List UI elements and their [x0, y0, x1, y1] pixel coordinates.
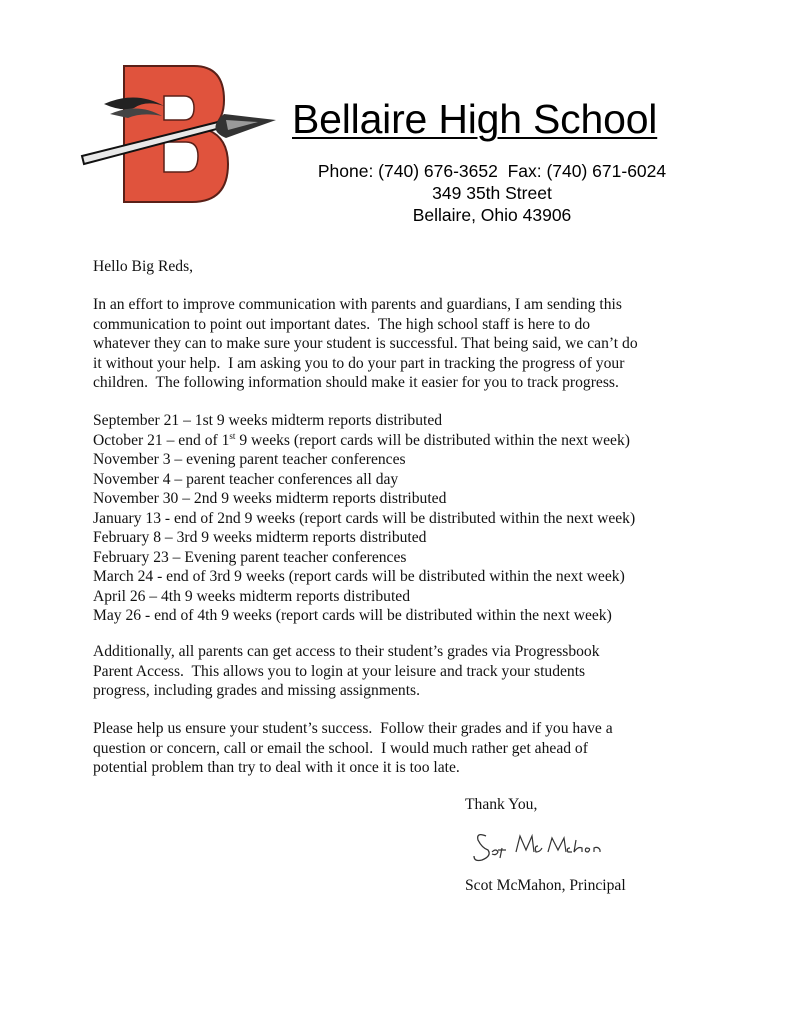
text-line: communication to point out important dates. The high school staff is here to do: [93, 315, 591, 333]
text-line: Please help us ensure your student’s success. Follow their grades and if you have a: [93, 720, 613, 737]
text-line: potential problem than try to deal with it once it is too late.: [93, 759, 460, 776]
date-item: September 21 – 1st 9 weeks midterm reports distributed: [93, 412, 443, 429]
text-line: progress, including grades and missing assignments.: [93, 682, 420, 699]
date-item: November 4 – parent teacher conferences all day: [93, 470, 399, 488]
city-state-zip: Bellaire, Ohio 43906: [412, 205, 572, 225]
date-item: March 24 - end of 3rd 9 weeks (report cards will be distributed within the next week): [93, 568, 625, 585]
greeting: Hello Big Reds,: [93, 258, 194, 275]
intro-paragraph: [93, 295, 713, 393]
date-item: February 8 – 3rd 9 weeks midterm reports distributed: [93, 529, 427, 546]
date-item: May 26 - end of 4th 9 weeks (report cards will be distributed within the next week): [93, 607, 612, 624]
date-item: October 21 – end of 1st 9 weeks (report cards will be distributed within the next week): [93, 430, 630, 449]
closing: Thank You,: [465, 796, 538, 813]
text-line: children. The following information should make it easier for you to track progress.: [93, 374, 619, 391]
signer-name: Scot McMahon, Principal: [465, 877, 626, 894]
date-item: April 26 – 4th 9 weeks midterm reports distributed: [93, 587, 411, 605]
date-item: January 13 - end of 2nd 9 weeks (report cards will be distributed within the next week): [93, 509, 636, 527]
text-line: question or concern, call or email the school. I would much rather get ahead of: [93, 739, 588, 757]
date-item: November 3 – evening parent teacher conferences: [93, 451, 406, 468]
text-line: In an effort to improve communication with parents and guardians, I am sending this: [93, 296, 622, 313]
text-line: Additionally, all parents can get access to their student’s grades via Progressbook: [93, 643, 600, 660]
school-name: Bellaire High School: [292, 96, 658, 142]
text-line: Parent Access. This allows you to login at your leisure and track your students: [93, 662, 586, 680]
progressbook-paragraph: [93, 642, 713, 701]
important-dates-list: [93, 411, 713, 626]
date-item: November 30 – 2nd 9 weeks midterm reports distributed: [93, 490, 447, 507]
text-line: it without your help. I am asking you to do your part in tracking the progress of your: [93, 354, 625, 372]
help-paragraph: [93, 719, 713, 778]
phone-fax-line: Phone: (740) 676-3652 Fax: (740) 671-6024: [317, 161, 667, 181]
signature-image: [468, 822, 608, 870]
school-logo-icon: [76, 60, 282, 210]
street-address: 349 35th Street: [432, 183, 552, 203]
date-item: February 23 – Evening parent teacher conferences: [93, 548, 407, 566]
text-line: whatever they can to make sure your student is successful. That being said, we can’t do: [93, 335, 638, 352]
